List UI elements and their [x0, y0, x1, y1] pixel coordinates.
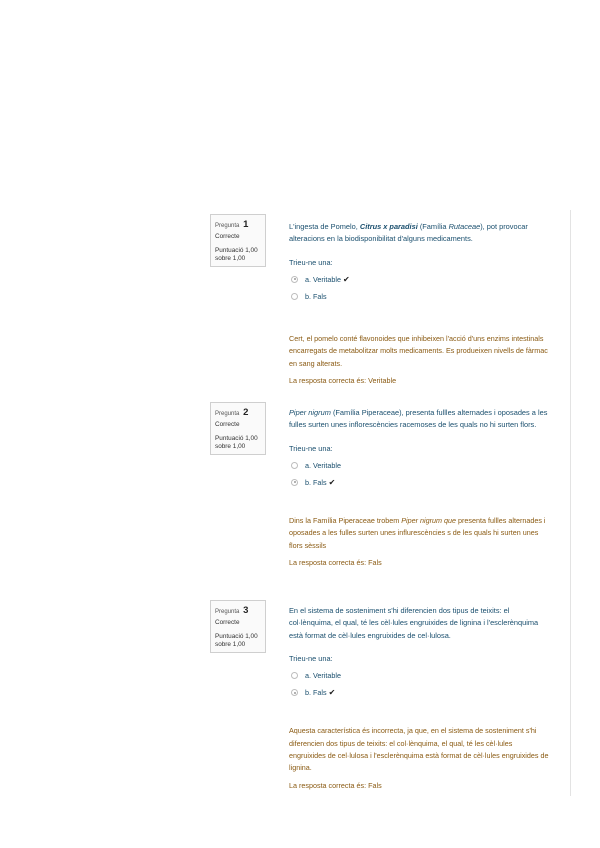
radio-button[interactable] — [291, 276, 298, 283]
question-label: Pregunta — [215, 411, 240, 417]
question-content — [289, 600, 551, 790]
correct-answer: La resposta correcta és: Fals — [289, 558, 382, 568]
question-info — [210, 402, 266, 455]
general-feedback: Aquesta característica és incorrecta, ja que, en el sistema de sosteniment s'hi diferencien dos tipus de teixits: el col·lènquima, el qual, té les cèl·lules engruixides de cel·lulosa i l'esclerènquima està format de cèl·lules engruixides de lignina. — [289, 726, 549, 773]
question-info — [210, 600, 266, 653]
option-a[interactable]: a. Veritable — [289, 667, 551, 684]
question-text: En el sistema de sosteniment s'hi diferencien dos tipus de teixits: el col·lènquima, el qual, té les cèl·lules engruixides de lignina i l'esclerènquima està format de cèl·lules engruixides de cel·lulosa. — [289, 606, 539, 640]
radio-button[interactable] — [291, 479, 298, 486]
radio-button[interactable] — [291, 293, 298, 300]
question-text: L'ingesta de Pomelo, Citrus x paradisi (Família Rutaceae), pot provocar alteracions en la biodisponibilitat d'alguns medicaments. — [289, 222, 528, 244]
choose-prompt: Trieu-ne una: — [289, 443, 333, 453]
answer-options — [289, 457, 551, 491]
question-number: 2 — [243, 407, 249, 418]
question-label: Pregunta — [215, 609, 240, 615]
choose-prompt: Trieu-ne una: — [289, 654, 333, 664]
check-icon: ✔ — [328, 688, 336, 698]
option-b[interactable]: b. Fals ✔ — [289, 474, 551, 491]
question-status: Correcte — [215, 233, 240, 240]
option-b[interactable]: b. Fals ✔ — [289, 684, 551, 701]
option-b[interactable]: b. Fals — [289, 288, 551, 305]
answer-options — [289, 667, 551, 701]
question-status: Correcte — [215, 619, 240, 626]
question-grade: Puntuació 1,00 sobre 1,00 — [215, 435, 258, 450]
question-info — [210, 214, 266, 267]
option-a[interactable]: a. Veritable — [289, 457, 551, 474]
question-grade: Puntuació 1,00 sobre 1,00 — [215, 633, 258, 648]
check-icon: ✔ — [342, 274, 350, 284]
answer-options — [289, 271, 551, 305]
radio-button[interactable] — [291, 689, 298, 696]
question-text: Piper nigrum (Família Piperaceae), presenta fullles alternades i oposades a les fulles surten unes inflorescències racemoses de les quals no hi surten flors. — [289, 408, 548, 430]
general-feedback: Cert, el pomelo conté flavonoides que inhibeixen l'acció d'uns enzims intestinals encarregats de metabolitzar molts medicaments. Es produeixen nivells de fàrmac en sang alterats. — [289, 333, 548, 368]
correct-answer: La resposta correcta és: Fals — [289, 780, 382, 790]
radio-button[interactable] — [291, 672, 298, 679]
question-content — [289, 214, 551, 385]
general-feedback: Dins la Família Piperaceae trobem Piper nigrum que presenta fullles alternades i oposades a les fulles surten unes influrescències s de les quals hi surten unes flors sèssils — [289, 515, 546, 550]
option-a[interactable]: a. Veritable ✔ — [289, 271, 551, 288]
question-status: Correcte — [215, 421, 240, 428]
radio-button[interactable] — [291, 462, 298, 469]
question-grade: Puntuació 1,00 sobre 1,00 — [215, 247, 258, 262]
question-label: Pregunta — [215, 223, 240, 229]
content-divider — [570, 210, 571, 796]
question-number: 1 — [243, 219, 249, 230]
correct-answer: La resposta correcta és: Veritable — [289, 376, 397, 386]
choose-prompt: Trieu-ne una: — [289, 257, 333, 267]
check-icon: ✔ — [328, 477, 336, 487]
question-number: 3 — [243, 605, 249, 616]
question-content — [289, 402, 551, 567]
